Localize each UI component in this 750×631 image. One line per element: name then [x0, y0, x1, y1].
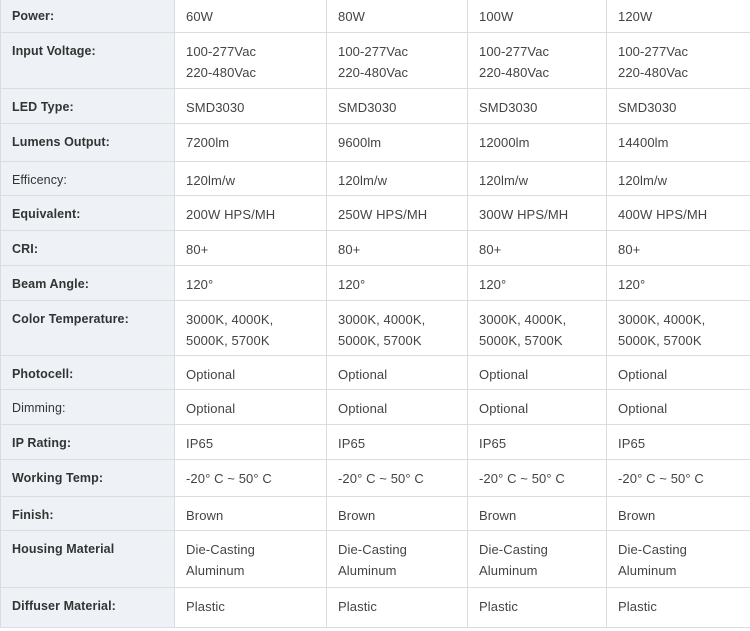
spec-value-cell: [175, 497, 327, 531]
spec-label: Housing Material: [1, 531, 175, 588]
spec-value-cell: [468, 231, 607, 266]
spec-value-line: Brown: [479, 508, 517, 523]
spec-row: [1, 588, 750, 628]
spec-value-line: Optional: [479, 367, 529, 382]
spec-label: Input Voltage:: [1, 33, 175, 89]
spec-value-line: SMD3030: [618, 100, 677, 115]
spec-value-cell: [468, 162, 607, 196]
spec-value-cell: [468, 196, 607, 231]
spec-label: LED Type:: [1, 89, 175, 124]
spec-value-cell: [327, 301, 468, 356]
spec-value-line: 12000lm: [479, 135, 530, 150]
spec-label: Equivalent:: [1, 196, 175, 231]
spec-value-line: 120lm/w: [186, 173, 236, 188]
spec-value-cell: [607, 460, 750, 497]
spec-label: Efficency:: [1, 162, 175, 196]
spec-row: [1, 356, 750, 390]
spec-value-line: SMD3030: [186, 100, 245, 115]
spec-value-line: Plastic: [338, 599, 377, 614]
spec-row: [1, 89, 750, 124]
spec-value-cell: [327, 497, 468, 531]
spec-value-line: Optional: [618, 401, 668, 416]
spec-value-cell: [607, 231, 750, 266]
spec-value-line: IP65: [479, 436, 507, 451]
spec-value-line: IP65: [338, 436, 366, 451]
spec-value-cell: [175, 266, 327, 301]
spec-value-line: 120°: [618, 277, 646, 292]
spec-value-line: Aluminum: [618, 563, 677, 578]
spec-value-line: Brown: [618, 508, 656, 523]
spec-value-line: Optional: [338, 367, 388, 382]
spec-value-cell: [175, 124, 327, 162]
spec-value-cell: [468, 33, 607, 89]
spec-value-cell: [468, 390, 607, 425]
spec-label: IP Rating:: [1, 425, 175, 460]
spec-value-line: 220-480Vac: [186, 65, 257, 80]
spec-value-cell: [607, 301, 750, 356]
spec-value-line: 3000K, 4000K,: [618, 312, 706, 327]
spec-value-cell: [468, 356, 607, 390]
spec-value-line: SMD3030: [479, 100, 538, 115]
spec-value-line: 14400lm: [618, 135, 669, 150]
spec-value-cell: [468, 497, 607, 531]
spec-value-cell: [175, 196, 327, 231]
spec-value-line: Optional: [186, 401, 236, 416]
spec-row: [1, 425, 750, 460]
spec-value-line: 220-480Vac: [618, 65, 689, 80]
spec-value-line: 5000K, 5700K: [618, 333, 702, 348]
spec-label: Finish:: [1, 497, 175, 531]
spec-value-line: 120lm/w: [338, 173, 388, 188]
spec-value-cell: [327, 266, 468, 301]
spec-value-line: 120lm/w: [618, 173, 668, 188]
spec-value-cell: [607, 33, 750, 89]
spec-value-cell: [607, 531, 750, 588]
spec-value-cell: [175, 390, 327, 425]
spec-value-line: 5000K, 5700K: [338, 333, 422, 348]
spec-value-line: Plastic: [479, 599, 518, 614]
spec-value-line: 80+: [338, 242, 361, 257]
spec-value-line: 80+: [479, 242, 502, 257]
spec-value-line: 9600lm: [338, 135, 382, 150]
spec-value-line: 100-277Vac: [618, 44, 689, 59]
spec-value-cell: [175, 356, 327, 390]
spec-value-cell: [468, 124, 607, 162]
spec-value-cell: [468, 301, 607, 356]
spec-value-line: 120W: [618, 9, 653, 24]
spec-value-line: 5000K, 5700K: [186, 333, 270, 348]
spec-value-cell: [607, 89, 750, 124]
spec-value-cell: [175, 301, 327, 356]
spec-row: [1, 390, 750, 425]
spec-row: [1, 196, 750, 231]
spec-value-cell: [327, 390, 468, 425]
spec-value-line: Die-Casting: [186, 542, 256, 557]
spec-label: Dimming:: [1, 390, 175, 425]
spec-value-line: Aluminum: [479, 563, 538, 578]
spec-value-cell: [607, 497, 750, 531]
spec-label: Working Temp:: [1, 460, 175, 497]
spec-row: [1, 162, 750, 196]
spec-label: Diffuser Material:: [1, 588, 175, 628]
spec-value-line: Plastic: [618, 599, 657, 614]
spec-label: Lumens Output:: [1, 124, 175, 162]
spec-value-line: Aluminum: [338, 563, 397, 578]
spec-value-cell: [175, 231, 327, 266]
spec-value-line: Optional: [186, 367, 236, 382]
spec-value-cell: [607, 588, 750, 628]
spec-value-line: 3000K, 4000K,: [479, 312, 567, 327]
spec-row: [1, 460, 750, 497]
spec-value-line: 100-277Vac: [338, 44, 409, 59]
spec-value-cell: [468, 588, 607, 628]
spec-value-cell: [175, 588, 327, 628]
spec-value-cell: [327, 425, 468, 460]
spec-value-cell: [327, 124, 468, 162]
spec-value-cell: [607, 356, 750, 390]
spec-value-cell: [468, 460, 607, 497]
spec-row: [1, 301, 750, 356]
spec-value-line: 5000K, 5700K: [479, 333, 563, 348]
spec-value-cell: [607, 425, 750, 460]
spec-value-line: Brown: [338, 508, 376, 523]
spec-value-line: -20° C ~ 50° C: [479, 471, 565, 486]
spec-value-cell: [607, 266, 750, 301]
spec-value-line: Die-Casting: [338, 542, 408, 557]
spec-value-cell: [607, 124, 750, 162]
spec-value-cell: [327, 0, 468, 33]
spec-row: [1, 33, 750, 89]
spec-label: CRI:: [1, 231, 175, 266]
spec-value-line: 120°: [186, 277, 214, 292]
spec-value-line: 200W HPS/MH: [186, 207, 276, 222]
spec-row: [1, 497, 750, 531]
spec-value-cell: [175, 89, 327, 124]
spec-value-line: Die-Casting: [479, 542, 549, 557]
spec-value-cell: [468, 266, 607, 301]
spec-row: [1, 0, 750, 33]
spec-value-line: IP65: [618, 436, 646, 451]
spec-value-line: Plastic: [186, 599, 225, 614]
spec-row: [1, 124, 750, 162]
spec-row: [1, 531, 750, 588]
spec-value-cell: [468, 89, 607, 124]
spec-value-line: Brown: [186, 508, 224, 523]
spec-value-cell: [468, 0, 607, 33]
spec-value-line: 3000K, 4000K,: [338, 312, 426, 327]
spec-value-line: Die-Casting: [618, 542, 688, 557]
spec-value-line: Optional: [338, 401, 388, 416]
spec-value-cell: [175, 531, 327, 588]
spec-value-line: 80W: [338, 9, 366, 24]
spec-value-cell: [607, 390, 750, 425]
spec-value-line: 220-480Vac: [479, 65, 550, 80]
spec-label: Photocell:: [1, 356, 175, 390]
spec-value-line: 250W HPS/MH: [338, 207, 428, 222]
spec-value-cell: [175, 162, 327, 196]
spec-value-line: 300W HPS/MH: [479, 207, 569, 222]
spec-value-line: SMD3030: [338, 100, 397, 115]
spec-value-cell: [327, 531, 468, 588]
spec-value-line: -20° C ~ 50° C: [186, 471, 272, 486]
spec-value-line: 120°: [338, 277, 366, 292]
spec-value-cell: [327, 231, 468, 266]
spec-value-line: 3000K, 4000K,: [186, 312, 274, 327]
spec-value-cell: [468, 531, 607, 588]
spec-value-line: -20° C ~ 50° C: [618, 471, 704, 486]
spec-value-line: Optional: [479, 401, 529, 416]
spec-value-line: 60W: [186, 9, 214, 24]
spec-value-line: 120°: [479, 277, 507, 292]
spec-value-line: IP65: [186, 436, 214, 451]
spec-value-line: 120lm/w: [479, 173, 529, 188]
spec-value-cell: [175, 460, 327, 497]
spec-value-line: 100-277Vac: [479, 44, 550, 59]
spec-value-cell: [175, 0, 327, 33]
spec-value-cell: [468, 425, 607, 460]
spec-value-line: 400W HPS/MH: [618, 207, 708, 222]
spec-value-line: 100W: [479, 9, 514, 24]
spec-value-cell: [175, 33, 327, 89]
spec-value-cell: [327, 196, 468, 231]
spec-value-line: 80+: [186, 242, 209, 257]
spec-value-line: Aluminum: [186, 563, 245, 578]
spec-value-line: Optional: [618, 367, 668, 382]
spec-value-line: 100-277Vac: [186, 44, 257, 59]
spec-label: Power:: [1, 0, 175, 33]
spec-value-line: -20° C ~ 50° C: [338, 471, 424, 486]
spec-row: [1, 266, 750, 301]
spec-value-cell: [607, 162, 750, 196]
spec-value-cell: [327, 356, 468, 390]
spec-value-cell: [327, 588, 468, 628]
spec-value-cell: [327, 162, 468, 196]
spec-value-cell: [327, 460, 468, 497]
spec-value-line: 220-480Vac: [338, 65, 409, 80]
spec-value-cell: [327, 89, 468, 124]
spec-value-line: 7200lm: [186, 135, 230, 150]
spec-label: Beam Angle:: [1, 266, 175, 301]
spec-value-cell: [327, 33, 468, 89]
spec-row: [1, 231, 750, 266]
spec-value-line: 80+: [618, 242, 641, 257]
spec-table-body: [1, 0, 750, 628]
spec-value-cell: [607, 196, 750, 231]
spec-label: Color Temperature:: [1, 301, 175, 356]
spec-value-cell: [607, 0, 750, 33]
spec-value-cell: [175, 425, 327, 460]
